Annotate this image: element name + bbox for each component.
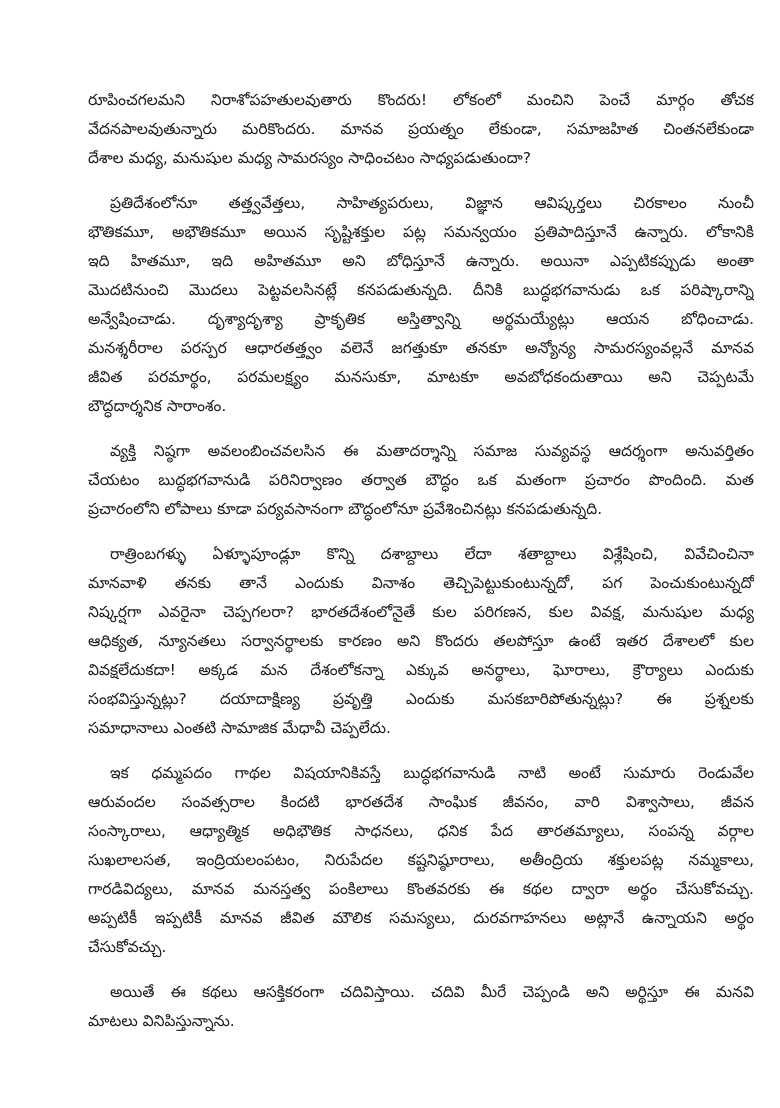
text-line: సమాధానాలు ఎంతటి సామాజిక మేధావీ చెప్పలేదు. [88,719,391,737]
text-line: అప్పటికీ ఇప్పటికీ మానవ జీవిత మౌలిక సమస్యలు, దురవగాహనలు అట్లానే ఉన్నాయని అర్థం [88,909,754,927]
text-line: చేయటం బుద్ధభగవానుడి పరినిర్వాణం తర్వాత బౌద్ధం ఒక మతంగా ప్రచారం పొందింది. మత [88,471,754,489]
text-line: బౌద్ధదార్శనిక సారాంశం. [88,397,227,415]
paragraph [88,540,754,743]
text-line: గారడివిద్యలు, మానవ మనస్తత్వ పంకిలాలు కొంతవరకు ఈ కథల ద్వారా అర్థం చేసుకోవచ్చు. [88,880,754,898]
text-line: ఇక ధమ్మపదం గాథల విషయానికివస్తే బుద్ధభగవానుడి నాటి అంటే సుమారు రెండువేల [110,764,754,782]
text-line: జీవిత పరమార్థం, పరమలక్ష్యం మనసుకూ, మాటకూ అవబోధకందుతాయి అని చెప్పటమే [88,368,754,386]
paragraph [88,437,754,524]
paragraph [88,978,754,1036]
text-line: అన్వేషించాడు. దృశ్యాదృశ్యా ప్రాకృతిక అస్తిత్వాన్ని అర్థమయ్యేట్లు ఆయన బోధించాడు. [88,310,754,328]
text-line: మాటలు వినిపిస్తున్నాను. [88,1012,235,1030]
text-line: దేశాల మధ్య, మనుషుల మధ్య సామరస్యం సాధించటం సాధ్యపడుతుందా? [88,149,532,167]
text-line: మానవాళి తనకు తానే ఎందుకు వినాశం తెచ్చిపెట్టుకుంటున్నదో, పగ పెంచుకుంటున్నదో [88,574,754,592]
text-line: రాత్రింబగళ్ళు ఏళ్ళూపూండ్లూ కొన్ని దశాబ్దాలు లేదా శతాబ్దాలు విశ్లేషించి, వివేచించినా [110,545,754,563]
text-line: సంస్కారాలు, ఆధ్యాత్మిక అధిభౌతిక సాధనలు, ధనిక పేద తారతమ్యాలు, సంపన్న వర్గాల [88,822,754,840]
text-line: ఆరువందల సంవత్సరాల కిందటి భారతదేశ సాంఘిక జీవనం, వారి విశ్వాసాలు, జీవన [88,793,754,811]
text-line: నిష్కర్షగా ఎవరైనా చెప్పగలరా? భారతదేశంలోనైతే కుల పరిగణన, కుల వివక్ష, మనుషుల మధ్య [88,603,754,621]
text-line: చేసుకోవచ్చు. [88,938,167,956]
text-line: వివక్షలేదుకదా! అక్కడ మన దేశంలోకన్నా ఎక్కువ అనర్థాలు, ఘోరాలు, క్రౌర్యాలు ఎందుకు [88,661,754,679]
text-line: మనశ్శరీరాల పరస్పర ఆధారతత్త్వం వలెనే జగత్తుకూ తనకూ అన్యోన్య సామరస్యంవల్లనే మానవ [88,339,754,357]
paragraph [88,86,754,173]
paragraph [88,759,754,962]
text-line: సంభవిస్తున్నట్లు? దయాదాక్షిణ్య ప్రవృత్తి ఎందుకు మసకబారిపోతున్నట్లు? ఈ ప్రశ్నలకు [88,690,754,708]
text-line: ప్రతిదేశంలోనూ తత్త్వవేత్తలు, సాహిత్యపరులు, విజ్ఞాన ఆవిష్కర్తలు చిరకాలం నుంచీ [110,194,754,212]
text-line: వేదనపాలవుతున్నారు మరికొందరు. మానవ ప్రయత్నం లేకుండా, సమాజహిత చింతనలేకుండా [88,120,754,138]
text-line: సుఖలాలసత, ఇంద్రియలంపటం, నిరుపేదల కష్టనిష్ఠూరాలు, అతీంద్రియ శక్తులపట్ల నమ్మకాలు, [88,851,754,869]
document-page [88,86,754,1052]
text-line: ప్రచారంలోని లోపాలు కూడా పర్యవసానంగా బౌద్ధంలోనూ ప్రవేశించినట్లు కనపడుతున్నది. [88,500,603,518]
text-line: మొదటినుంచి మొదలు పెట్టవలసినట్లే కనపడుతున్నది. దీనికి బుద్ధభగవానుడు ఒక పరిష్కారాన్ని [88,281,754,299]
text-line: అయితే ఈ కథలు ఆసక్తికరంగా చదివిస్తాయి. చదివి మీరే చెప్పండి అని అర్థిస్తూ ఈ మనవి [110,983,754,1001]
text-line: భౌతికమూ, అభౌతికమూ అయిన సృష్టిశక్తుల పట్ల సమన్వయం ప్రతిపాదిస్తూనే ఉన్నారు. లోకానికి [88,223,754,241]
text-line: ఇది హితమూ, ఇది అహితమూ అని బోధిస్తూనే ఉన్నారు. అయినా ఎప్పటికప్పుడు అంతా [88,252,754,270]
text-line: ఆధిక్యత, న్యూనతలు సర్వానర్థాలకు కారణం అని కొందరు తలపోస్తూ ఉంటే ఇతర దేశాలలో కుల [88,632,754,650]
paragraph [88,189,754,421]
text-line: రూపించగలమని నిరాశోపహతులవుతారు కొందరు! లోకంలో మంచిని పెంచే మార్గం తోచక [88,91,754,109]
text-line: వ్యక్తి నిష్ఠగా అవలంబించవలసిన ఈ మతాదర్శాన్ని సమాజ సువ్యవస్థ ఆదర్శంగా అనువర్తితం [110,442,754,460]
